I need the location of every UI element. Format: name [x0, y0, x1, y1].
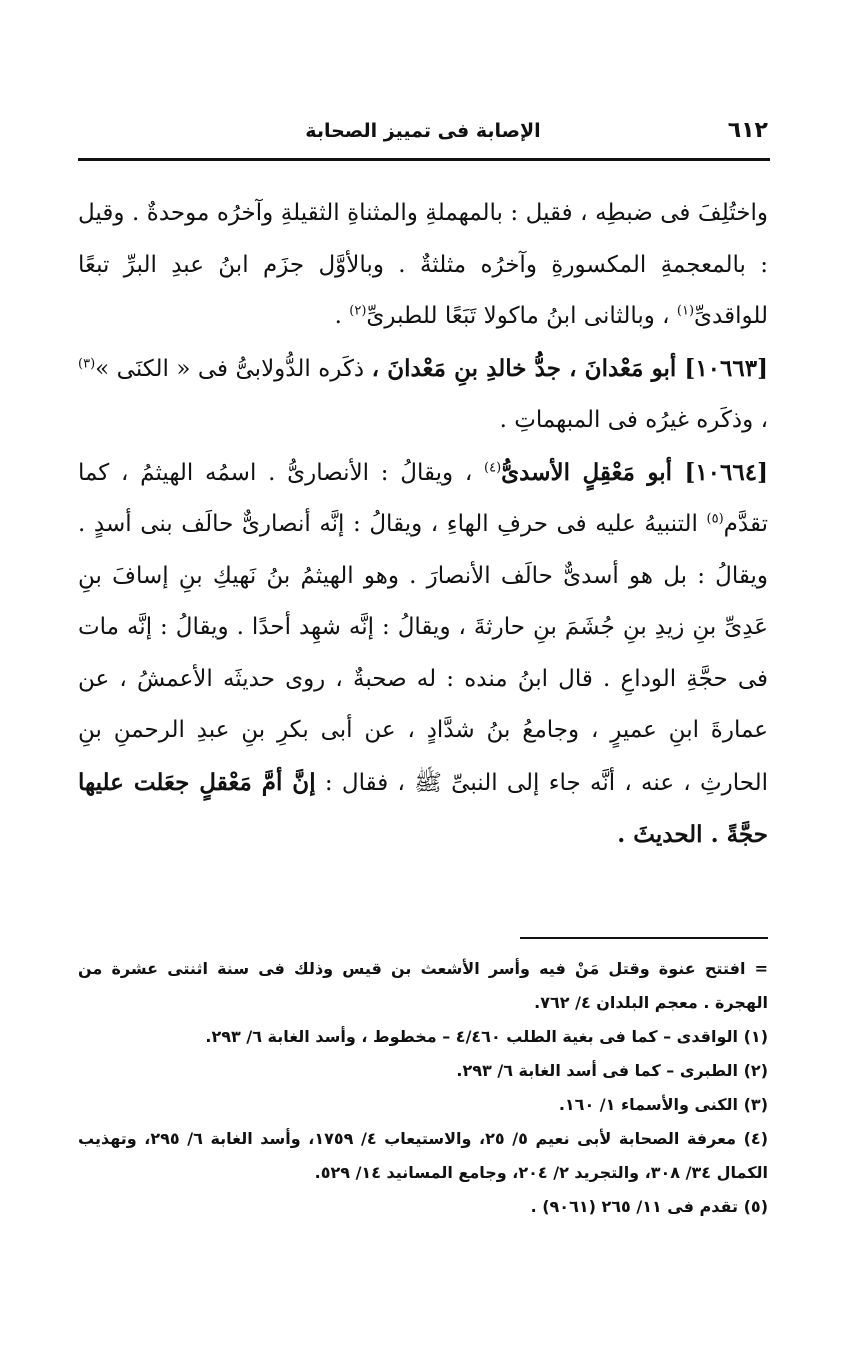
footnote-ref: (٢) — [349, 303, 367, 319]
footnote-4: (٤) معرفة الصحابة لأبى نعيم ٥/ ٢٥، والاستيعاب ٤/ ١٧٥٩، وأسد الغابة ٦/ ٢٩٥، وتهذيب الكمال ٣٤/ ٣٠٨، والتجريد ٢/ ٢٠٤، وجامع المسانيد ١٤/ ٥٢٩. — [78, 1129, 768, 1182]
hadith-quote: إنَّ أمَّ مَعْقلٍ جعَلت عليها حجَّةً . الحديثَ . — [78, 768, 768, 848]
entry-heading: [١٠٦٦٤] أبو مَعْقِلٍ الأسدىُّ — [501, 458, 768, 486]
running-title: الإصابة فى تمييز الصحابة — [305, 120, 541, 142]
footnote-5: (٥) تقدم فى ١١/ ٢٦٥ (٩٠٦١) . — [530, 1197, 768, 1216]
entry-text: التنبيهُ عليه فى حرفِ الهاءِ ، ويقالُ : إنَّه أنصارىٌّ حالَف بنى أسدٍ . ويقالُ : بل هو أسدىٌّ حالَف الأنصارَ . وهو الهيثمُ بنُ نَهيكِ بنِ إسافَ بنِ عَدِىِّ بنِ زيدِ بنِ جُشَمَ بنِ حارثةَ ، ويقالُ : إنَّه شهِد أحدًا . ويقالُ : إنَّه مات فى حجَّةِ الوداعِ . قال ابنُ منده : له صحبةٌ ، روى حديثَه الأعمشُ ، عن عمارةَ ابنِ عميرٍ ، وجامعُ بنُ شدَّادٍ ، عن أبى بكرِ بنِ عبدِ الرحمنِ بنِ الحارثِ ، عنه ، أنَّه جاء إلى النبىِّ ﷺ ، فقال : — [78, 511, 768, 796]
entry-text: ، وذكَره غيرُه فى المبهماتِ . — [499, 407, 768, 433]
footnote-ref: (٣) — [78, 355, 96, 371]
page-number: ٦١٢ — [727, 118, 768, 143]
paragraph-text: ، وبالثانى ابنُ ماكولا تَبَعًا للطبرىِّ — [366, 303, 677, 329]
paragraph-text: . — [334, 303, 350, 329]
entry-text: ذكَره الدُّولابىُّ فى « الكنَى » — [95, 355, 372, 382]
page-header — [78, 116, 768, 150]
footnote-ref: (٤) — [484, 459, 502, 475]
footnote-1: (١) الواقدى – كما فى بغية الطلب ٤/٤٦٠ – مخطوط ، وأسد الغابة ٦/ ٢٩٣. — [205, 1027, 768, 1046]
main-text — [78, 188, 768, 862]
footnotes — [78, 952, 768, 1224]
footnote-3: (٣) الكنى والأسماء ١/ ١٦٠. — [558, 1095, 768, 1114]
footnote-ref: (٥) — [706, 511, 724, 527]
footnote-2: (٢) الطبرى – كما فى أسد الغابة ٦/ ٢٩٣. — [456, 1061, 768, 1080]
footnote-rule — [520, 937, 768, 939]
entry-text: ، ويقالُ : الأنصارىُّ . اسمُه الهيثمُ ، كما تقدَّم — [78, 459, 768, 537]
footnote-continuation: = افتتح عنوة وقتل مَنْ فيه وأسر الأشعث بن قيس وذلك فى سنة اثنتى عشرة من الهجرة . معجم البلدان ٤/ ٧٦٢. — [78, 959, 768, 1012]
paragraph-text: واختُلِفَ فى ضبطِه ، فقيل : بالمهملةِ والمثناةِ الثقيلةِ وآخرُه موحدةٌ . وقيل : بالمعجمةِ المكسورةِ وآخرُه مثلثةٌ . وبالأوَّل جزَم ابنُ عبدِ البرِّ تبعًا للواقدىِّ — [78, 200, 768, 329]
footnote-ref: (١) — [676, 303, 695, 319]
entry-10663 — [78, 343, 768, 447]
entry-10664 — [78, 447, 768, 862]
entry-heading: [١٠٦٦٣] أبو مَعْدانَ ، جدُّ خالدِ بنِ مَعْدانَ ، — [371, 354, 768, 382]
paragraph-spelling-note — [78, 188, 768, 343]
header-rule — [78, 158, 770, 161]
